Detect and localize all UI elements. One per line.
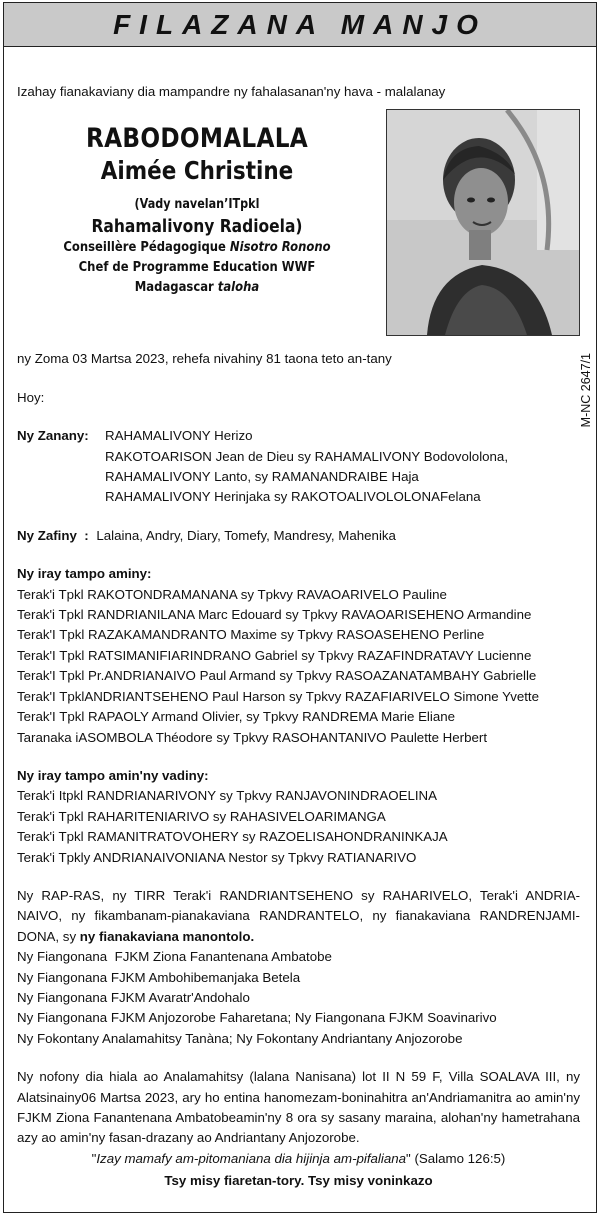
- list-item: RAHAMALIVONY Herizo: [105, 428, 253, 444]
- list-item: Terak'i Itpkl RANDRIANARIVONY sy Tpkvy RANJAVONINDRAOELINA: [17, 788, 438, 804]
- role-3-italic: taloha: [217, 280, 260, 296]
- reference-code: M-NC 2647/1: [579, 353, 593, 428]
- quote-open: ": [91, 1150, 97, 1166]
- hoy-label: Hoy:: [17, 389, 45, 405]
- associations-paragraph: [17, 886, 580, 947]
- spouse-prefix: (Vady navelan’ITpkl: [134, 197, 260, 213]
- spouse-siblings-section: [17, 766, 580, 868]
- list-item: Terak'I TpklANDRIANTSEHENO Paul Harson sy Tpkvy RAZAFIARIVELO Simone Yvette: [17, 688, 540, 704]
- list-item: Terak'I Tpkl Pr.ANDRIANAIVO Paul Armand sy Tpkvy RASOAZANATAMBAHY Gabrielle: [17, 668, 537, 684]
- list-item: Terak'i Tpkl RAKOTONDRAMANANA sy Tpkvy RAVAOARIVELO Pauline: [17, 586, 447, 602]
- role-line-3: [39, 278, 356, 298]
- role-line-2: Chef de Programme Education WWF: [78, 260, 316, 276]
- list-item: Terak'i Tpkl RANDRIANILANA Marc Edouard sy Tpkvy RAVAOARISEHENO Armandine: [17, 607, 532, 623]
- grandchildren-label: Ny Zafiny :: [17, 527, 89, 543]
- list-item: Terak'I Tpkl RATSIMANIFIARINDRANO Gabriel sy Tpkvy RAZAFINDRATAVY Lucienne: [17, 647, 532, 663]
- quote-text: Izay mamafy am-pitomaniana dia hijinja am-pifaliana: [96, 1150, 407, 1166]
- list-item: Ny Fokontany Analamahitsy Tanàna; Ny Fokontany Andriantany Anjozorobe: [17, 1030, 463, 1046]
- bible-quote: [17, 1149, 580, 1169]
- deceased-surname: RABODOMALALA: [85, 123, 309, 155]
- list-item: Terak'i Tpkl RAMANITRATOVOHERY sy RAZOELISAHONDRANINKAJA: [17, 829, 448, 845]
- death-line: ny Zoma 03 Martsa 2023, rehefa nivahiny 81 taona teto an-tany: [17, 351, 392, 367]
- associations-bold: ny fianakaviana manontolo.: [79, 928, 255, 944]
- siblings-label: Ny iray tampo aminy:: [17, 566, 152, 582]
- spouse-siblings-label: Ny iray tampo amin'ny vadiny:: [17, 767, 209, 783]
- notice-title: FILAZANA MANJO: [113, 8, 487, 40]
- associations-section: [17, 886, 580, 1049]
- spouse-name: Rahamalivony Radioela): [91, 216, 303, 238]
- closing-line: Tsy misy fiaretan-tory. Tsy misy voninkazo: [164, 1173, 433, 1189]
- notice-body: [4, 82, 596, 1192]
- funeral-paragraph: Ny nofony dia hiala ao Analamahitsy (lalana Nanisana) lot II N 59 F, Villa SOALAVA III, ny Alatsinainy06 Martsa 2023, ary ho entina hanomezam-boninahitra an'Andriamanitra ao amin'ny FJKM Ziona Fanantenana Ambatobeamin'ny 8 ora sy sasany maraina, alohan'ny hametrahana azy ao amin'ny fasan-drazany ao Andriantany Anjozorobe.: [17, 1069, 580, 1146]
- list-item: Ny Fiangonana FJKM Avaratr'Andohalo: [17, 989, 250, 1005]
- children-section: [17, 426, 580, 508]
- list-item: RAKOTOARISON Jean de Dieu sy RAHAMALIVONY Bodovololona,: [105, 448, 509, 464]
- role-1-text: Conseillère Pédagogique: [63, 240, 230, 256]
- children-label: Ny Zanany:: [17, 428, 89, 444]
- quote-close: " (Salamo 126:5): [406, 1150, 506, 1166]
- list-item: Terak'i Tpkl RAHARITENIARIVO sy RAHASIVELOARIMANGA: [17, 808, 386, 824]
- deceased-names: [17, 108, 377, 336]
- obituary-notice: [3, 2, 597, 1213]
- role-3-text: Madagascar: [134, 280, 218, 296]
- list-item: Taranaka iASOMBOLA Théodore sy Tpkvy RASOHANTANIVO Paulette Herbert: [17, 729, 488, 745]
- list-item: Ny Fiangonana FJKM Ambohibemanjaka Betela: [17, 969, 301, 985]
- list-item: Ny Fiangonana FJKM Ziona Fanantenana Ambatobe: [17, 949, 332, 965]
- list-item: RAHAMALIVONY Herinjaka sy RAKOTOALIVOLOLONAFelana: [105, 489, 481, 505]
- associations-text: Ny RAP-RAS, ny TIRR Terak'i RANDRIANTSEHENO sy RAHARIVELO, Terak'i ANDRIA-NAIVO, ny fikambanam-pianakaviana RANDRANTELO, ny fianakaviana RANDRENJAMI-DONA, sy: [17, 887, 580, 944]
- list-item: Ny Fiangonana FJKM Anjozorobe Faharetana; Ny Fiangonana FJKM Soavinarivo: [17, 1010, 497, 1026]
- list-item: Terak'i Tpkly ANDRIANAIVONIANA Nestor sy Tpkvy RATIANARIVO: [17, 849, 417, 865]
- deceased-block: [17, 108, 580, 336]
- header-banner: [4, 3, 596, 47]
- list-item: Terak'I Tpkl RAPAOLY Armand Olivier, sy Tpkvy RANDREMA Marie Eliane: [17, 709, 456, 725]
- list-item: Terak'I Tpkl RAZAKAMANDRANTO Maxime sy Tpkvy RASOASEHENO Perline: [17, 627, 485, 643]
- siblings-section: [17, 564, 580, 748]
- children-list: [105, 426, 508, 508]
- role-line-1: [39, 238, 356, 258]
- grandchildren-list: Lalaina, Andry, Diary, Tomefy, Mandresy, Mahenika: [96, 527, 396, 543]
- portrait-photo: [386, 109, 580, 336]
- portrait-photo-icon: [387, 110, 579, 335]
- intro-text: Izahay fianakaviany dia mampandre ny fahalasanan'ny hava - malalanay: [17, 84, 446, 99]
- deceased-given-names: Aimée Christine: [100, 156, 294, 186]
- grandchildren-section: [17, 526, 580, 546]
- list-item: RAHAMALIVONY Lanto, sy RAMANANDRAIBE Haja: [105, 469, 419, 485]
- role-1-italic: Nisotro Ronono: [229, 240, 331, 256]
